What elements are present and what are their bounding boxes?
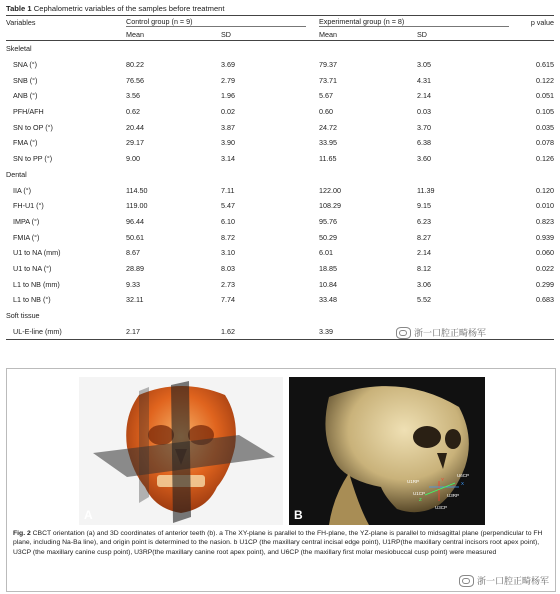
- control-mean: 114.50: [126, 185, 148, 195]
- p-value: 0.126: [536, 154, 554, 164]
- control-sd: 2.79: [221, 75, 235, 85]
- table-row: [6, 245, 554, 261]
- control-mean: 8.67: [126, 248, 140, 258]
- wechat-icon: [396, 327, 411, 339]
- watermark-text: 浙一口腔正畸杨军: [476, 576, 549, 586]
- exp-mean: 50.29: [319, 232, 337, 242]
- watermark-top: [396, 326, 486, 339]
- header-experimental: Experimental group (n = 8): [319, 17, 509, 27]
- watermark-text: 浙一口腔正畸杨军: [414, 328, 487, 338]
- control-sd: 0.02: [221, 107, 235, 117]
- exp-sd: 5.52: [417, 295, 431, 305]
- figure-2: [6, 368, 556, 592]
- control-sd: 3.10: [221, 248, 235, 258]
- control-mean: 28.89: [126, 263, 144, 273]
- panel-a-cbct-orientation: [79, 377, 283, 525]
- table-row: [6, 104, 554, 120]
- p-value: 0.051: [536, 91, 554, 101]
- exp-mean: 6.01: [319, 248, 333, 258]
- table-row: [6, 276, 554, 292]
- p-value: 0.299: [536, 279, 554, 289]
- header-control-sd: SD: [221, 28, 319, 41]
- panel-b-label: B: [294, 508, 303, 522]
- section-row: [6, 308, 554, 324]
- control-mean: 0.62: [126, 107, 140, 117]
- p-value: 0.022: [536, 263, 554, 273]
- header-row-1: [6, 16, 554, 29]
- control-mean: 96.44: [126, 216, 144, 226]
- header-control: Control group (n = 9): [126, 17, 306, 27]
- control-sd: 7.74: [221, 295, 235, 305]
- variable-name: IIA (°): [13, 185, 32, 195]
- control-mean: 2.17: [126, 323, 221, 339]
- p-value: 0.122: [536, 75, 554, 85]
- table-row: [6, 261, 554, 277]
- section-title: Dental: [6, 169, 27, 179]
- exp-sd: 3.60: [417, 154, 431, 164]
- label-u1cp: U1CP: [413, 491, 426, 496]
- variable-name: U1 to NA (°): [13, 263, 52, 273]
- figure-caption-label: Fig. 2: [13, 530, 31, 537]
- table-row: [6, 229, 554, 245]
- section-title: Soft tissue: [6, 311, 40, 321]
- label-u3cp: U3CP: [435, 505, 448, 510]
- header-exp-sd: SD: [417, 28, 519, 41]
- control-sd: 5.47: [221, 201, 235, 211]
- exp-sd: 3.05: [417, 60, 431, 70]
- exp-sd: 6.23: [417, 216, 431, 226]
- section-row: [6, 41, 554, 57]
- section-title: Skeletal: [6, 44, 32, 54]
- control-mean: 119.00: [126, 201, 148, 211]
- variable-name: IMPA (°): [13, 216, 40, 226]
- axis-y-label: Y: [441, 477, 445, 482]
- label-u1rp: U1RP: [407, 479, 420, 484]
- variable-name: U1 to NA (mm): [13, 248, 61, 258]
- exp-sd: 8.12: [417, 263, 431, 273]
- control-mean: 50.61: [126, 232, 144, 242]
- table-row: [6, 135, 554, 151]
- label-u3rp: U3RP: [447, 493, 460, 498]
- exp-mean: 3.39: [319, 323, 417, 339]
- section-row: [6, 167, 554, 183]
- control-sd: 3.14: [221, 154, 235, 164]
- control-mean: 29.17: [126, 138, 144, 148]
- variable-name: FMIA (°): [13, 232, 40, 242]
- variable-name: L1 to NB (°): [13, 295, 51, 305]
- table-row: [6, 182, 554, 198]
- exp-mean: 33.95: [319, 138, 337, 148]
- panel-a-label: A: [84, 508, 93, 522]
- exp-mean: 33.48: [319, 295, 337, 305]
- variable-name: SNA (°): [13, 60, 38, 70]
- exp-sd: 3.70: [417, 122, 431, 132]
- control-sd: 3.90: [221, 138, 235, 148]
- control-mean: 80.22: [126, 60, 144, 70]
- control-sd: 1.96: [221, 91, 235, 101]
- control-sd: 3.87: [221, 122, 235, 132]
- variable-name: PFH/AFH: [13, 107, 44, 117]
- label-u6cp: U6CP: [457, 473, 470, 478]
- exp-mean: 10.84: [319, 279, 337, 289]
- table-row: [6, 198, 554, 214]
- exp-sd: 6.38: [417, 138, 431, 148]
- p-value: 0.120: [536, 185, 554, 195]
- exp-sd: 3.06: [417, 279, 431, 289]
- control-mean: 20.44: [126, 122, 144, 132]
- variable-name: SN to OP (°): [13, 122, 53, 132]
- exp-mean: 73.71: [319, 75, 337, 85]
- table-row: [6, 151, 554, 167]
- table-row: [6, 57, 554, 73]
- control-mean: 3.56: [126, 91, 140, 101]
- variable-name: L1 to NB (mm): [13, 279, 60, 289]
- p-value: 0.615: [536, 60, 554, 70]
- exp-sd: 2.14: [417, 91, 431, 101]
- header-p-value: p value: [519, 16, 554, 29]
- table-title: Cephalometric variables of the samples before treatment: [33, 4, 225, 13]
- exp-sd: 9.15: [417, 201, 431, 211]
- exp-sd: 11.39: [417, 185, 435, 195]
- variable-name: SN to PP (°): [13, 154, 53, 164]
- table-row: [6, 214, 554, 230]
- cephalometric-table: [6, 15, 554, 340]
- skull-a-image: [79, 377, 283, 525]
- control-sd: 3.69: [221, 60, 235, 70]
- exp-mean: 122.00: [319, 185, 341, 195]
- panel-b-3d-coordinates: [289, 377, 485, 525]
- axis-x-label: X: [461, 481, 465, 486]
- figure-caption-text: CBCT orientation (a) and 3D coordinates of anterior teeth (b). a The XY-plane is parallel to the FH-plane, the YZ-plane is parallel to midsagittal plane (perpendicular to FH plane, including Na-Ba line), and origin point is determined to the nasion. b U1CP (the maxillary central incisal edge point), U1RP(the maxillary central incisors root apex point), U3CP (the maxillary canine cusp point), U3RP(the maxillary canine root apex point), and U6CP (the maxillary first molar mesiobuccal cusp point) were measured: [13, 530, 543, 556]
- exp-mean: 0.60: [319, 107, 333, 117]
- variable-name: SNB (°): [13, 75, 38, 85]
- table-caption: [6, 4, 554, 13]
- table-row: [6, 72, 554, 88]
- control-mean: 9.00: [126, 154, 140, 164]
- skull-b-image: [289, 377, 485, 525]
- variable-name: FH-U1 (°): [13, 201, 44, 211]
- control-sd: 8.03: [221, 263, 235, 273]
- p-value: 0.035: [536, 122, 554, 132]
- control-sd: 6.10: [221, 216, 235, 226]
- variable-name: FMA (°): [13, 138, 38, 148]
- p-value: 0.939: [536, 232, 554, 242]
- p-value: 0.105: [536, 107, 554, 117]
- variable-name: UL-E-line (mm): [6, 323, 126, 339]
- table-label: Table 1: [6, 4, 32, 13]
- control-sd: 1.62: [221, 323, 319, 339]
- table-row: [6, 292, 554, 308]
- table-row: [6, 119, 554, 135]
- control-mean: 9.33: [126, 279, 140, 289]
- control-sd: 7.11: [221, 185, 235, 195]
- exp-mean: 11.65: [319, 154, 337, 164]
- exp-mean: 18.85: [319, 263, 337, 273]
- exp-mean: 108.29: [319, 201, 341, 211]
- header-control-mean: Mean: [126, 28, 221, 41]
- header-row-2: [6, 28, 554, 41]
- p-value: [519, 323, 554, 339]
- control-sd: 8.72: [221, 232, 235, 242]
- exp-sd: 2.14: [417, 248, 431, 258]
- table-region: [6, 4, 554, 340]
- header-variables: Variables: [6, 16, 126, 29]
- axis-z-label: Z: [419, 497, 422, 502]
- wechat-icon: [459, 575, 474, 587]
- exp-mean: 24.72: [319, 122, 337, 132]
- exp-sd: 4.31: [417, 75, 431, 85]
- control-mean: 32.11: [126, 295, 144, 305]
- table-row: [6, 88, 554, 104]
- exp-mean: 5.67: [319, 91, 333, 101]
- watermark-bottom: [459, 574, 549, 587]
- p-value: 0.823: [536, 216, 554, 226]
- control-mean: 76.56: [126, 75, 144, 85]
- control-sd: 2.73: [221, 279, 235, 289]
- exp-mean: 95.76: [319, 216, 337, 226]
- exp-mean: 79.37: [319, 60, 337, 70]
- figure-caption: [13, 529, 549, 557]
- p-value: 0.078: [536, 138, 554, 148]
- p-value: 0.060: [536, 248, 554, 258]
- variable-name: ANB (°): [13, 91, 38, 101]
- p-value: 0.010: [536, 201, 554, 211]
- exp-sd: 0.03: [417, 107, 431, 117]
- exp-sd: 8.27: [417, 232, 431, 242]
- header-exp-mean: Mean: [319, 28, 417, 41]
- p-value: 0.683: [536, 295, 554, 305]
